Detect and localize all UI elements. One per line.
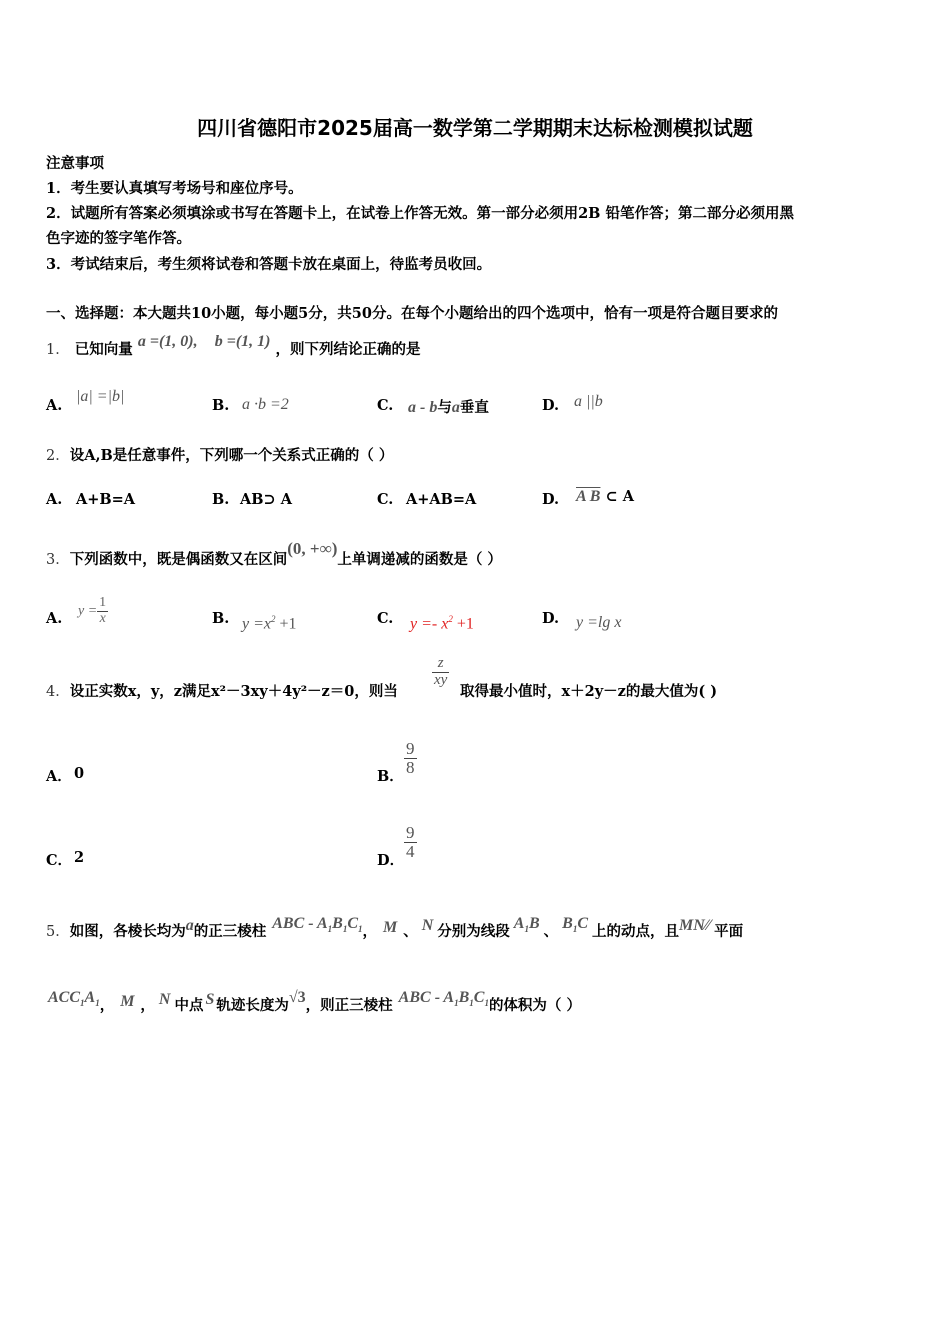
- q5-m5-a: A: [513, 915, 525, 932]
- question-3: [46, 539, 502, 569]
- q5-m13-sub2: 1: [469, 998, 474, 1009]
- question-5: [46, 915, 744, 942]
- q5-t14: 的体积为（ ）: [488, 997, 581, 1014]
- q1-option-c: [408, 396, 489, 417]
- q4-b-num: 9: [406, 739, 415, 758]
- q4-option-a-label: A．: [46, 768, 72, 785]
- q4-option-d-label: D．: [377, 852, 405, 869]
- q3-interval: (0, +∞): [287, 539, 338, 558]
- q5-number: 5．: [46, 924, 70, 940]
- q4-fraction: [432, 656, 449, 689]
- q4-option-b-label: B．: [377, 768, 404, 785]
- q1-c-text1: 与: [437, 399, 452, 416]
- notice-item-3: 3．考试结束后，考生须将试卷和答题卡放在桌面上，待监考员收回。: [46, 256, 492, 273]
- q3-a-den: x: [99, 610, 106, 626]
- q5-m11: S: [205, 991, 215, 1008]
- q1-option-b: a ·b =2: [242, 396, 289, 413]
- q1-option-a-label: A.: [46, 397, 63, 414]
- q2-option-c: A+AB=A: [406, 491, 477, 508]
- q5-m2: [272, 915, 363, 935]
- q4-post: 取得最小值时，x＋2y－z的最大值为( ): [460, 683, 718, 700]
- q3-option-d-label: D.: [542, 610, 560, 627]
- q1-option-a: |a| =|b|: [76, 388, 125, 405]
- q5-m13-sub1: 1: [454, 998, 459, 1009]
- q3-option-c: [410, 614, 474, 633]
- q2-option-c-label: C.: [377, 491, 394, 508]
- q4-pre: 设正实数x，y，z满足x²－3xy＋4y²－z＝0，则当: [69, 683, 398, 700]
- q2-d-math: A B: [576, 488, 601, 505]
- q5-m8-sub2: 1: [95, 998, 100, 1009]
- q3-option-a-label: A.: [46, 610, 63, 627]
- q5-m13-a: ABC - A: [398, 989, 455, 1006]
- q4-option-b: [404, 740, 417, 777]
- q1-c-math2: a: [451, 399, 460, 416]
- q3-b-math: y =x: [242, 615, 271, 633]
- page-title: 四川省德阳市2025届高一数学第二学期期末达标检测模拟试题: [197, 116, 753, 140]
- q4-option-c-label: C．: [46, 852, 73, 869]
- q4-b-den: 8: [406, 757, 415, 777]
- q5-m6: [562, 915, 588, 935]
- q5-m2-sub2: 1: [342, 924, 348, 935]
- q5-m1: a: [185, 917, 194, 934]
- q4-frac-den: xy: [434, 671, 448, 688]
- q3-c-sup: 2: [448, 614, 453, 624]
- q1-option-b-label: B.: [212, 397, 230, 414]
- q2-number: 2．: [46, 448, 70, 464]
- q5-m2-sub1: 1: [327, 924, 333, 935]
- section-heading: 一、选择题：本大题共10小题，每小题5分，共50分。在每个小题给出的四个选项中，恰有一项是符合题目要求的: [46, 305, 778, 322]
- q5-m8-b: A: [84, 989, 96, 1006]
- q3-c-math: y =- x: [410, 615, 449, 633]
- q3-b-sup: 2: [271, 614, 276, 624]
- q5-m6-sub: 1: [572, 924, 578, 935]
- q4-option-d: [404, 824, 417, 861]
- q2-option-b-label: B.: [212, 491, 230, 508]
- q5-m5: [513, 915, 540, 935]
- q4-frac-num: z: [432, 656, 449, 673]
- notice-item-2: 2．试题所有答案必须填涂或书写在答题卡上，在试卷上作答无效。第一部分必须用2B 铅笔作答；第二部分必须用黑: [46, 205, 794, 222]
- q1-number: 1．: [46, 342, 70, 358]
- q3-b-tail: +1: [275, 615, 297, 633]
- q5-t7: 上的动点，且: [591, 923, 679, 940]
- parallel-symbol: ⁄⁄: [704, 917, 711, 934]
- q5-m12: √3: [288, 989, 306, 1006]
- q1-option-d: a ||b: [574, 393, 603, 410]
- q3-number: 3．: [46, 552, 70, 568]
- q5-t1: 如图，各棱长均为: [69, 923, 186, 940]
- q5-m3: M: [383, 919, 398, 936]
- q2-d-text: ⊂ A: [605, 488, 634, 505]
- question-1: [46, 333, 421, 359]
- q1-c-math: a - b: [408, 399, 438, 416]
- q3-c-tail: +1: [452, 615, 474, 633]
- q4-d-den: 4: [406, 841, 415, 861]
- question-4: [46, 680, 398, 701]
- q5-t4: 、: [403, 923, 418, 940]
- q4-option-a: 0: [74, 765, 85, 782]
- q5-m5-sub: 1: [524, 924, 529, 935]
- q5-t13: ，则正三棱柱: [305, 997, 393, 1014]
- q1-pre: 已知向量: [74, 341, 133, 358]
- q1-vec-a: a =(1, 0),: [137, 333, 198, 350]
- q5-t8: 平面: [714, 923, 744, 940]
- q3-option-d: y =lg x: [576, 614, 622, 631]
- q5-t12: 轨迹长度为: [216, 997, 289, 1014]
- q5-m13: [398, 989, 489, 1009]
- q3-post: 上单调递减的函数是（ ）: [337, 551, 502, 568]
- q3-pre: 下列函数中，既是偶函数又在区间: [69, 551, 288, 568]
- q3-a-num: 1: [99, 595, 107, 610]
- q5-m8-a: ACC: [48, 989, 81, 1006]
- q1-option-d-label: D.: [542, 397, 560, 414]
- q1-vec-b: b =(1, 1): [214, 333, 271, 350]
- q3-option-b-label: B.: [212, 610, 230, 627]
- q2-option-a: A+B=A: [76, 491, 136, 508]
- q1-c-text2: 垂直: [459, 399, 489, 416]
- q5-m10: N: [158, 991, 171, 1008]
- q5-m13-sub3: 1: [484, 998, 489, 1009]
- q5-m13-b: B: [458, 989, 470, 1006]
- q5-m2-c: C: [347, 915, 358, 932]
- q4-d-num: 9: [406, 823, 415, 842]
- q5-m4: N: [421, 917, 434, 934]
- q5-t6: 、: [543, 923, 559, 940]
- q2-option-d: [576, 488, 634, 506]
- q5-m6-a: B: [562, 915, 573, 932]
- q5-m9: M: [120, 993, 135, 1010]
- notice-item-1: 1．考生要认真填写考场号和座位序号。: [46, 180, 303, 197]
- q5-t3: ，: [362, 923, 377, 940]
- q3-option-c-label: C.: [377, 610, 394, 627]
- q5-m2-a: ABC - A: [272, 915, 328, 932]
- q2-text: 设A,B是任意事件，下列哪一个关系式正确的（ ）: [69, 447, 394, 464]
- q5-t10: ，: [140, 997, 155, 1014]
- q5-t5: 分别为线段: [437, 923, 510, 940]
- q5-m2-b: B: [332, 915, 343, 932]
- q5-m8: [48, 989, 100, 1009]
- q2-option-a-label: A.: [46, 491, 63, 508]
- question-2: [46, 444, 393, 465]
- q5-m13-c: C: [473, 989, 485, 1006]
- q1-post: ，则下列结论正确的是: [275, 341, 421, 358]
- q2-option-b: AB⊃ A: [240, 491, 292, 508]
- q3-option-a: [78, 596, 108, 626]
- q5-m8-sub1: 1: [80, 998, 85, 1009]
- q5-m2-sub3: 1: [358, 924, 363, 935]
- q5-m6-b: C: [577, 915, 588, 932]
- q5-m7: [679, 917, 710, 934]
- q2-option-d-label: D.: [542, 491, 560, 508]
- q5-t11: 中点: [174, 997, 204, 1014]
- q4-option-c: 2: [74, 849, 85, 866]
- q5-t2: 的正三棱柱: [193, 923, 267, 940]
- q4-number: 4．: [46, 684, 70, 700]
- q3-a-y: y =: [78, 603, 98, 619]
- q5-m5-b: B: [528, 915, 540, 932]
- notice-heading: 注意事项: [46, 155, 104, 172]
- q5-m7-text: MN: [678, 917, 705, 934]
- q1-option-c-label: C.: [377, 397, 394, 414]
- notice-item-2-cont: 色字迹的签字笔作答。: [46, 230, 191, 247]
- q3-option-b: [242, 614, 297, 633]
- question-5-line-2: [48, 989, 581, 1016]
- q5-t9: ，: [99, 997, 115, 1014]
